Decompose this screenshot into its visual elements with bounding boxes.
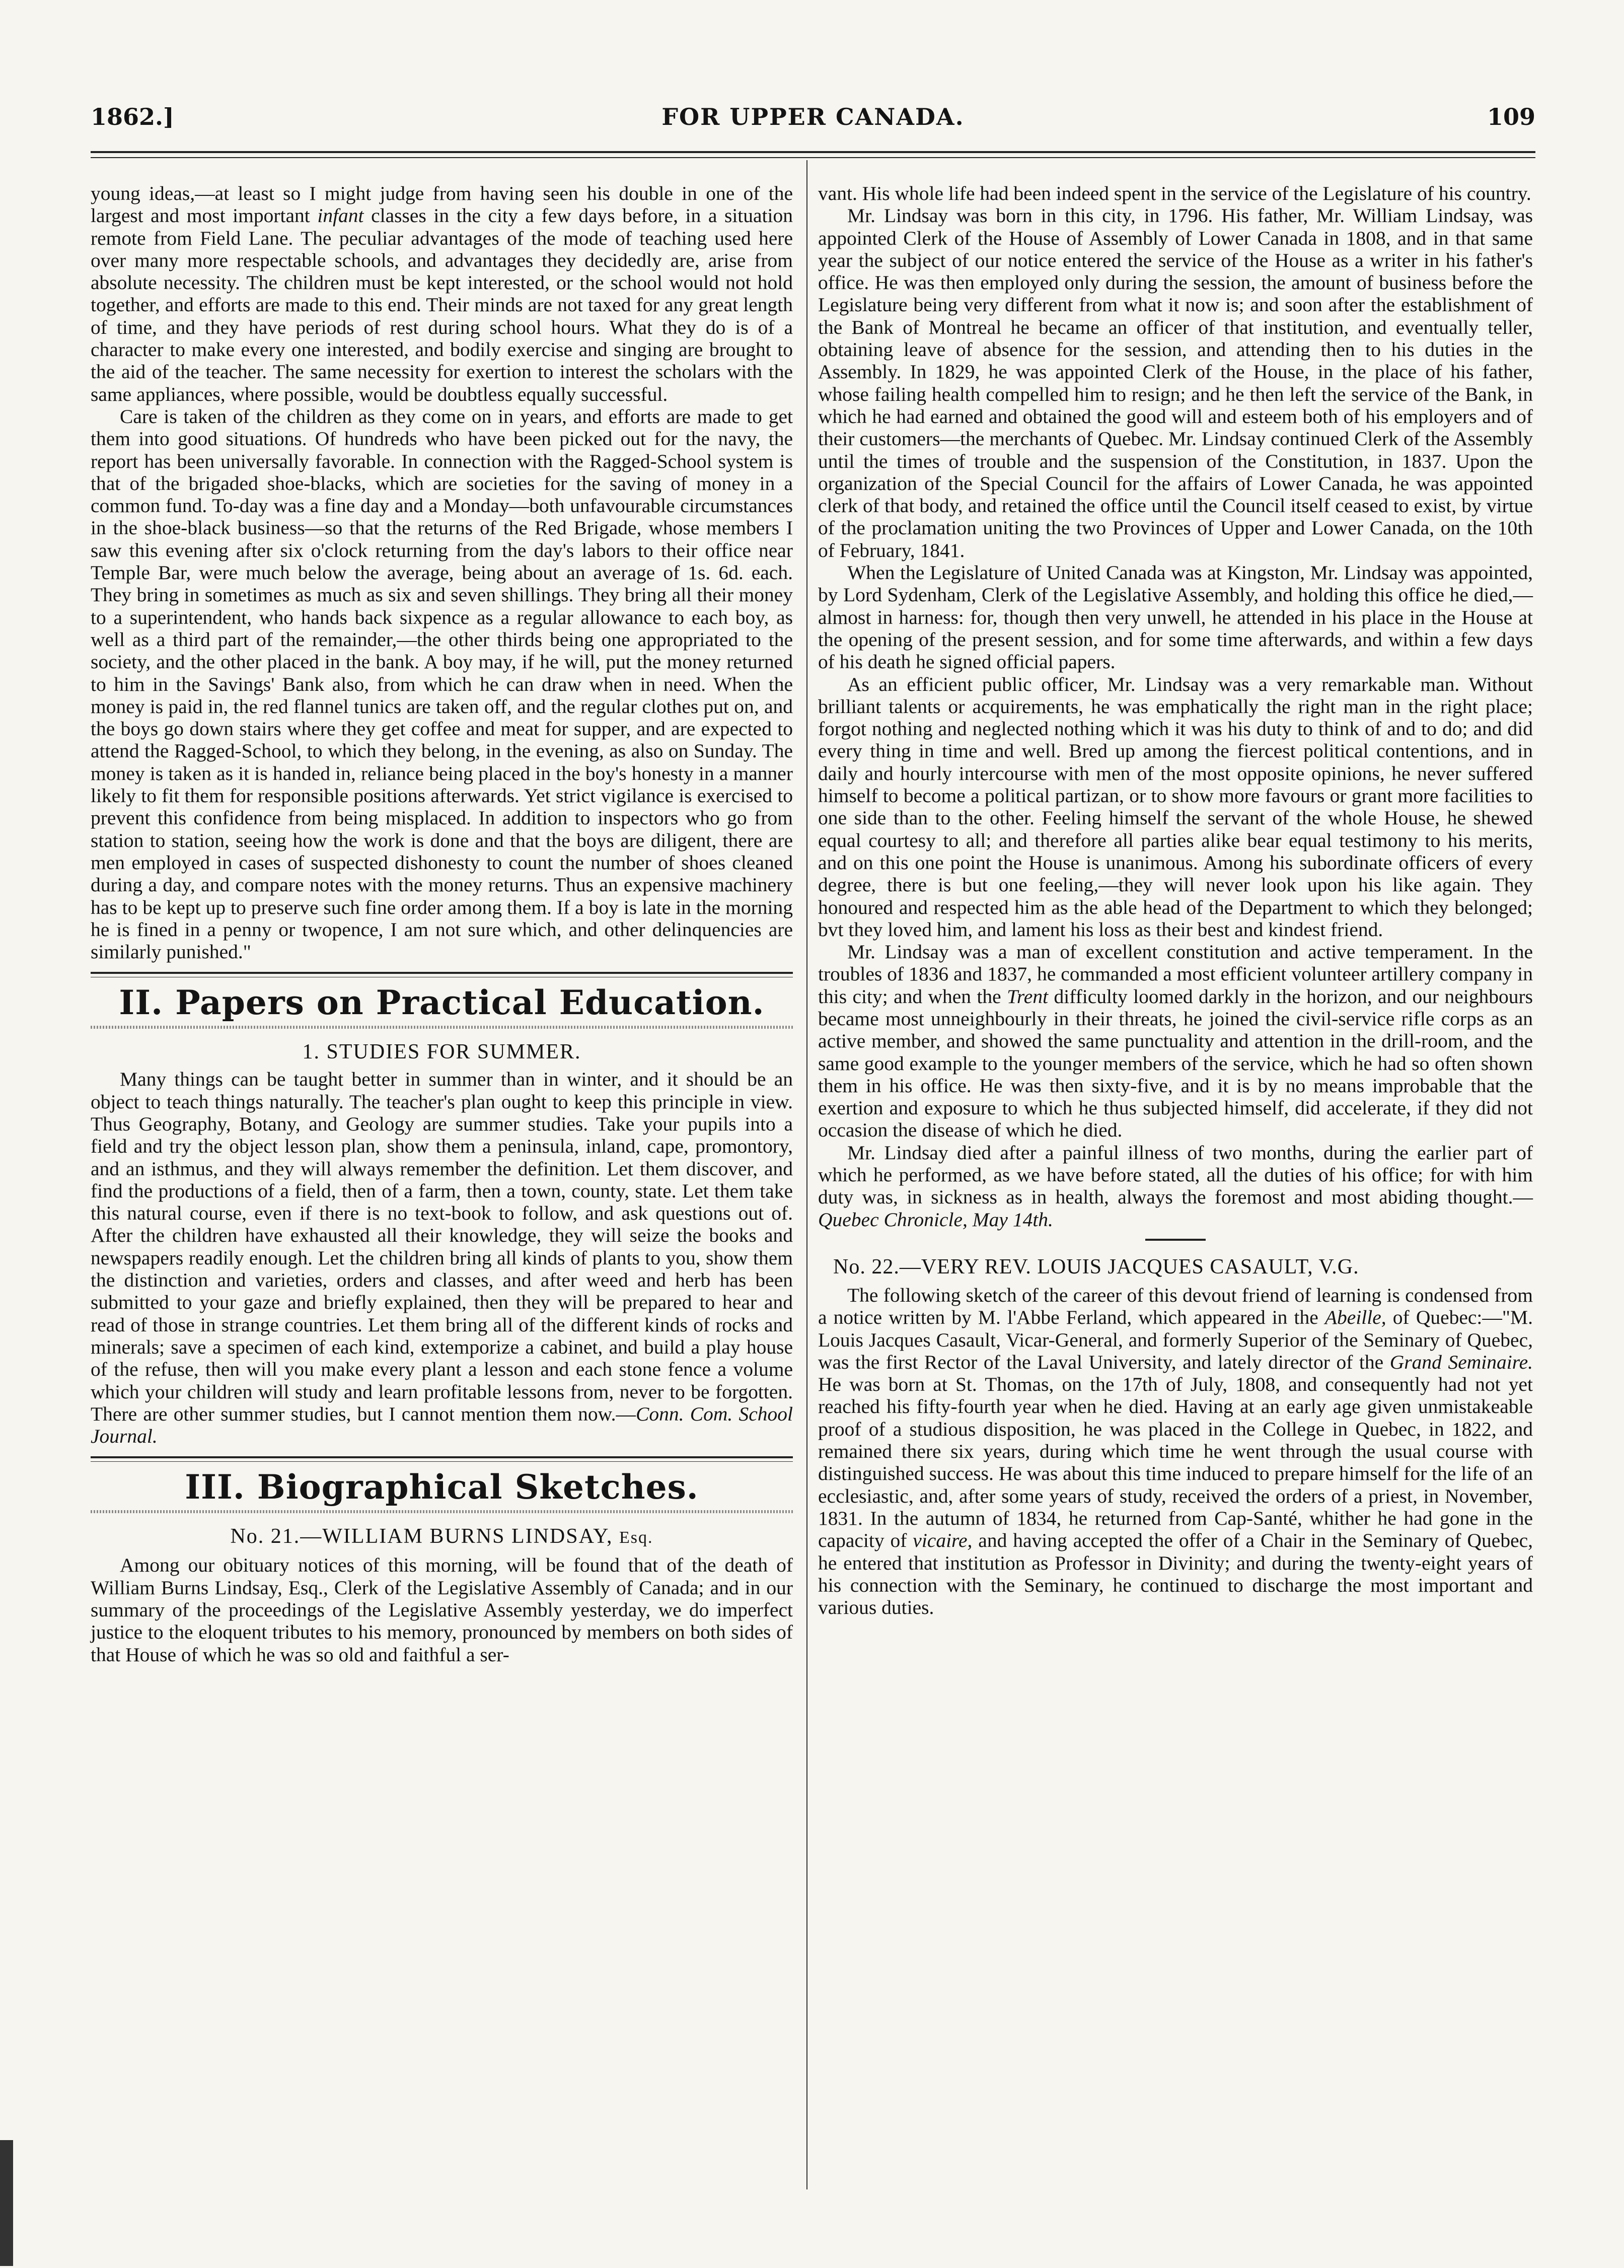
- article-heading: No. 21.—WILLIAM BURNS LINDSAY, Esq.: [230, 1525, 653, 1548]
- column-divider: [806, 160, 807, 2189]
- header-rule: [91, 151, 1535, 153]
- paragraph: Mr. Lindsay was born in this city, in 1796. His father, Mr. William Lindsay, was appointed Clerk of the House of Assembly of Lower Canada in 1808, and in that same year the subject of our notice entered the service of the House as a writer in his father's office. He was then employed only during the session, the amount of business before the Legislature being very different from what it now is; and soon after the establishment of the Bank of Montreal he became an officer of that institution, and eventually teller, obtaining leave of absence for the session, and attending then to his duties in the Assembly. In 1829, he was appointed Clerk of the House, in the place of his father, whose failing health compelled him to resign; and he then left the service of the Bank, in which he had earned and obtained the good will and esteem both of his employers and of their customers—the merchants of Quebec. Mr. Lindsay continued Clerk of the Assembly until the times of trouble and the suspension of the Constitution, in 1837. Upon the organization of the Special Council for the affairs of Lower Canada, he was appointed clerk of that body, and retained the office until the Council itself ceased to exist, by virtue of the proclamation uniting the two Provinces of Upper and Lower Canada, on the 10th of February, 1841.: [818, 204, 1533, 561]
- paragraph: young ideas,—at least so I might judge from having seen his double in one of the largest and most important infant classes in the city a few days before, in a situation remote from Field Lane. The peculiar advantages of the mode of teaching used here over many more respectable schools, and advantages they decidedly are, arise from absolute necessity. The children must be kept interested, or the school would not hold together, and efforts are made to this end. Their minds are not taxed for any great length of time, and they have periods of rest during school hours. What they do is of a character to make every one interested, and bodily exercise and singing are brought to the aid of the teacher. The same necessity for exertion to interest the scholars with the same appliances, where possible, would be doubtless equally successful.: [91, 182, 793, 405]
- paragraph: Care is taken of the children as they come on in years, and efforts are made to get them into good situations. Of hundreds who have been picked out for the navy, the report has been universally favorable. In connection with the Ragged-School system is that of the brigaded shoe-blacks, which are societies for the saving of money in a common fund. To-day was a fine day and a Monday—both unfavourable circumstances in the shoe-black business—so that the returns of the Red Brigade, whose members I saw this evening after six o'clock returning from the day's labors to their office near Temple Bar, were much below the average, being about an average of 1s. 6d. each. They bring in sometimes as much as six and seven shillings. They bring all their money to a superintendent, who hands back sixpence as a regular allowance to each boy, as well as a third part of the remainder,—the other thirds being one appropriated to the society, and the other placed in the bank. A boy may, if he will, put the money returned to him in the Savings' Bank also, from which he can draw when in need. When the money is paid in, the red flannel tunics are taken off, and the regular clothes put on, and the boys go down stairs where they get coffee and meat for supper, and are expected to attend the Ragged-School, to which they belong, in the evening, as also on Sunday. The money is taken as it is handed in, reliance being placed in the boy's honesty in a manner likely to fit them for responsible positions afterwards. Yet strict vigilance is exercised to prevent this confidence from being misplaced. In addition to inspectors who go from station to station, seeing how the work is done and that the boys are diligent, there are men employed in cases of suspected dishonesty to count the number of shoes cleaned during a day, and compare notes with the money returns. Thus an expensive machinery has to be kept up to preserve such fine order among them. If a boy is late in the morning he is fined in a penny or twopence, I am not sure which, and other delinquencies are similarly punished.": [91, 405, 793, 963]
- paragraph: The following sketch of the career of this devout friend of learning is condensed from a notice written by M. l'Abbe Ferland, which appeared in the Abeille, of Quebec:—"M. Louis Jacques Casault, Vicar-General, and formerly Superior of the Seminary of Quebec, was the first Rector of the Laval University, and lately director of the Grand Seminaire. He was born at St. Thomas, on the 17th of July, 1808, and consequently had not yet reached his fifty-fourth year when he died. Having at an early age given unmistakeable proof of a studious disposition, he was placed in the College in Quebec, in 1822, and remained there six years, during which time he went through the usual course with distinguished success. He was about this time induced to prepare himself for the life of an ecclesiastic, and, after some years of study, received the orders of a priest, in November, 1831. In the autumn of 1834, he returned from Cap-Santé, whither he had gone in the capacity of vicaire, and having accepted the offer of a Chair in the Seminary of Quebec, he entered that institution as Professor in Divinity; and during the twenty-eight years of his connection with the Seminary, he continued to discharge the most important and various duties.: [818, 1284, 1533, 1619]
- wavy-rule: [91, 1026, 793, 1029]
- paragraph: Among our obituary notices of this morning, will be found that of the death of William Burns Lindsay, Esq., Clerk of the Legislative Assembly of Canada; and in our summary of the proceedings of the Legislative Assembly yesterday, we do imperfect justice to the eloquent tributes to his memory, pronounced by members on both sides of that House of which he was so old and faithful a ser-: [91, 1554, 793, 1666]
- section-rule: [91, 1456, 793, 1458]
- separator-rule: [1145, 1239, 1206, 1241]
- paragraph: Mr. Lindsay died after a painful illness of two months, during the earlier part of which he performed, as we have before stated, all the duties of his office; for with him duty was, in sickness as in health, always the foremost and most abiding thought.—Quebec Chronicle, May 14th.: [818, 1141, 1533, 1231]
- paragraph: As an efficient public officer, Mr. Lindsay was a very remarkable man. Without brilliant talents or acquirements, he was emphatically the right man in the right place; forgot nothing and neglected nothing which it was his duty to think of and to do; and did every thing in time and well. Bred up among the fiercest political contentions, and in daily and hourly intercourse with men of the most opposite opinions, he never suffered himself to become a political partizan, or to show more favours or grant more facilities to one side than to the other. Feeling himself the servant of the whole House, he shewed equal courtesy to all; and therefore all parties alike bear equal testimony to his merits, and on this one point the House is unanimous. Among his subordinate officers of every degree, there is but one feeling,—they will never look upon his like again. They honoured and respected him as the able head of the Department to which they belonged; bvt they loved him, and lament his loss as their best and kindest friend.: [818, 673, 1533, 941]
- section-heading: III. Biographical Sketches.: [185, 1467, 699, 1507]
- paragraph: vant. His whole life had been indeed spent in the service of the Legislature of his country.: [818, 182, 1531, 204]
- paragraph: Mr. Lindsay was a man of excellent constitution and active temperament. In the troubles of 1836 and 1837, he commanded a most efficient volunteer artillery company in this city; and when the Trent difficulty loomed darkly in the horizon, and our neighbours became most unneighbourly in their threats, he joined the civil-service rifle corps as an active member, and showed the same punctuality and attention in the drill-room, and the same good example to the younger members of the service, which he had so often shown them in his office. He was then sixty-five, and it is by no means improbable that the exertion and exposure to which he thus subjected himself, did accelerate, if they did not occasion the disease of which he died.: [818, 941, 1533, 1142]
- page-edge-shadow: [0, 2140, 13, 2266]
- section-heading: II. Papers on Practical Education.: [119, 983, 765, 1023]
- section-rule: [91, 972, 793, 974]
- header-rule-thin: [91, 157, 1535, 158]
- article-heading: 1. STUDIES FOR SUMMER.: [302, 1040, 581, 1064]
- paragraph: When the Legislature of United Canada was at Kingston, Mr. Lindsay was appointed, by Lord Sydenham, Clerk of the Legislative Assembly, and holding this office he died,—almost in harness: for, though then very unwell, he attended in his place in the House at the opening of the present session, and for some time afterwards, and within a few days of his death he signed official papers.: [818, 561, 1533, 673]
- right-column: [818, 182, 1533, 1618]
- header-title: FOR UPPER CANADA.: [661, 103, 965, 130]
- article-heading: No. 22.—VERY REV. LOUIS JACQUES CASAULT, V.G.: [833, 1255, 1359, 1279]
- wavy-rule: [91, 1510, 793, 1513]
- header-page-number: 109: [1487, 103, 1535, 130]
- section-rule-thin: [91, 1461, 793, 1462]
- left-column: [91, 182, 793, 1666]
- header-year: 1862.]: [91, 103, 174, 130]
- page-header: [91, 93, 1535, 133]
- paragraph: Many things can be taught better in summer than in winter, and it should be an object to teach things naturally. The teacher's plan ought to keep this principle in view. Thus Geography, Botany, and Geology are summer studies. Take your pupils into a field and try the object lesson plan, show them a peninsula, inland, cape, promontory, and an isthmus, and they will always remember the definition. Let them discover, and find the productions of a field, then of a farm, then a town, county, state. Let them take this natural course, even if there is no text-book to follow, and ask questions out of. After the children have exhausted all their knowledge, they will seize the books and newspapers readily enough. Let the children bring all kinds of plants to you, show them the distinction and varieties, orders and classes, and after weed and herb has been submitted to your gaze and briefly explained, then they will be prepared to hear and read of those in strange countries. Let them bring all of the different kinds of rocks and minerals; save a specimen of each kind, extemporize a cabinet, and build a play house of the refuse, then will you make every plant a lesson and each stone fence a volume which your children will study and learn profitable lessons from, never to be forgotten. There are other summer studies, but I cannot mention them now.—Conn. Com. School Journal.: [91, 1068, 793, 1448]
